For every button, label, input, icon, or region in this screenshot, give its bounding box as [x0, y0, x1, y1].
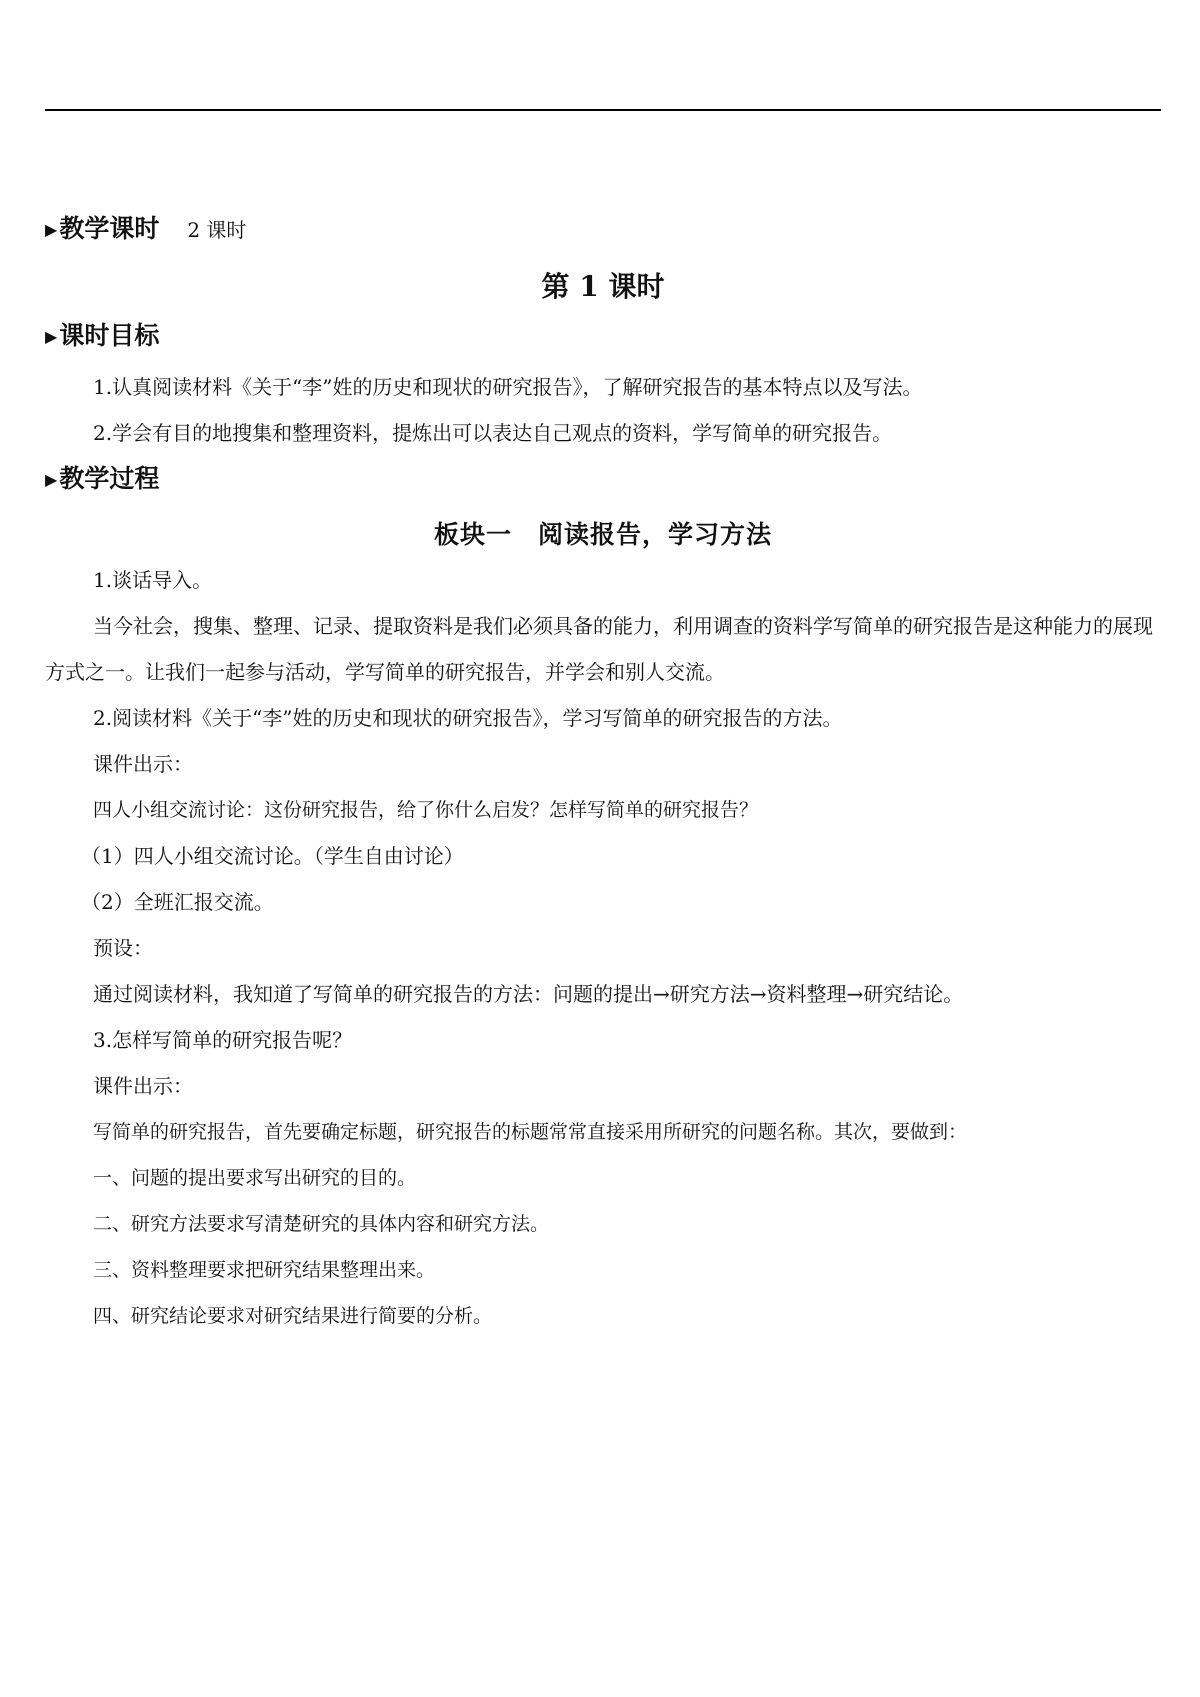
paragraph: 课件出示：	[93, 1074, 193, 1098]
header-rule	[45, 109, 1161, 111]
teaching-hours-heading	[45, 212, 1161, 249]
paragraph: 2.阅读材料《关于“李”姓的历史和现状的研究报告》，学习写简单的研究报告的方法。	[93, 706, 843, 730]
paragraph: （2）全班汇报交流。	[81, 890, 274, 914]
objectives-heading	[45, 319, 1161, 356]
paragraph: 三、资料整理要求把研究结果整理出来。	[93, 1259, 436, 1281]
section-title: 板块一 阅读报告，学习方法	[433, 520, 772, 549]
objectives-label: 课时目标	[59, 321, 160, 350]
paragraph: 二、研究方法要求写清楚研究的具体内容和研究方法。	[93, 1213, 550, 1235]
objective-item: 1.认真阅读材料《关于“李”姓的历史和现状的研究报告》，了解研究报告的基本特点以及写法。	[93, 375, 923, 399]
paragraph: （1）四人小组交流讨论。（学生自由讨论）	[81, 844, 464, 868]
paragraph: 1.谈话导入。	[93, 568, 213, 592]
triangle-bullet-icon: ▶	[45, 220, 58, 239]
teaching-hours-label: 教学课时	[59, 214, 160, 243]
process-heading	[45, 462, 1161, 499]
paragraph: 通过阅读材料，我知道了写简单的研究报告的方法：问题的提出→研究方法→资料整理→研究结论。	[93, 982, 964, 1006]
paragraph: 课件出示：	[93, 752, 193, 776]
document-body	[45, 212, 1161, 1339]
paragraph: 3.怎样写简单的研究报告呢？	[93, 1028, 353, 1052]
triangle-bullet-icon: ▶	[45, 327, 58, 346]
objective-item: 2.学会有目的地搜集和整理资料，提炼出可以表达自己观点的资料，学写简单的研究报告。	[93, 421, 893, 445]
paragraph: 写简单的研究报告，首先要确定标题，研究报告的标题常常直接采用所研究的问题名称。其次，要做到：	[93, 1121, 968, 1143]
paragraph: 四人小组交流讨论：这份研究报告，给了你什么启发？怎样写简单的研究报告？	[93, 799, 759, 821]
lesson-title: 第 1 课时	[541, 270, 665, 303]
paragraph: 当今社会，搜集、整理、记录、提取资料是我们必须具备的能力，利用调查的资料学写简单的研究报告是这种能力的展现方式之一。让我们一起参与活动，学写简单的研究报告，并学会和别人交流。	[45, 614, 1153, 684]
triangle-bullet-icon: ▶	[45, 470, 58, 489]
paragraph: 一、问题的提出要求写出研究的目的。	[93, 1167, 417, 1189]
paragraph: 预设：	[93, 936, 153, 960]
process-label: 教学过程	[59, 464, 160, 493]
teaching-hours-value: 2 课时	[187, 218, 247, 242]
paragraph: 四、研究结论要求对研究结果进行简要的分析。	[93, 1305, 493, 1327]
